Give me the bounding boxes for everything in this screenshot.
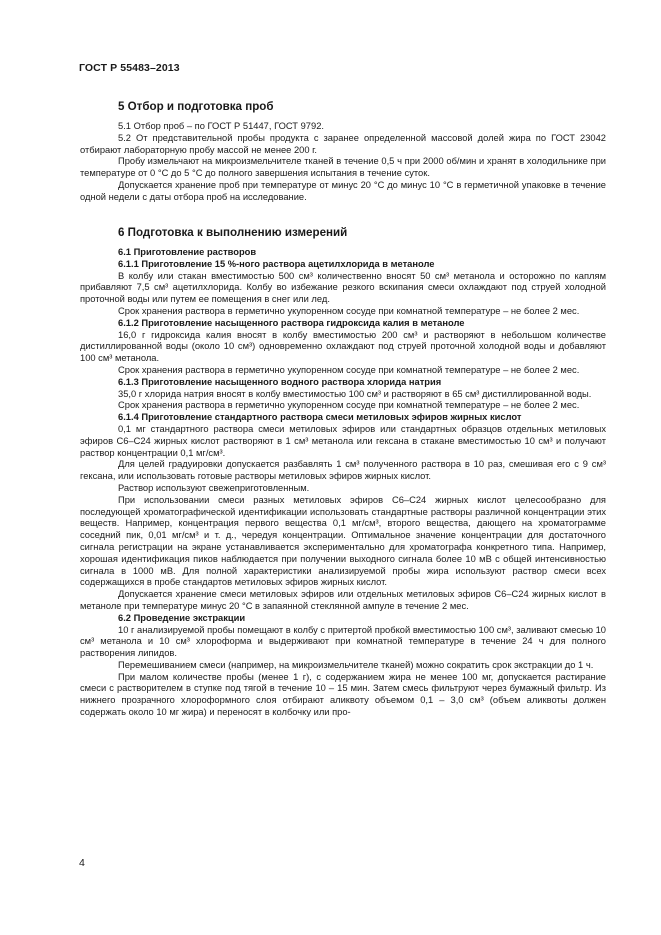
paragraph: Срок хранения раствора в герметично укупоренном сосуде при комнатной температуре – не более 2 мес. [118,305,580,316]
subsection-6-1-1-title: 6.1.1 Приготовление 15 %-ного раствора ацетилхлорида в метаноле [118,258,435,269]
subsection-6-1-2-title: 6.1.2 Приготовление насыщенного раствора гидроксида калия в метаноле [118,317,465,328]
paragraph: Пробу измельчают на микроизмельчителе тканей в течение 0,5 ч при 2000 об/мин и хранят в холодильнике при температуре от 0 °С до 5 °С до полного завершения испытания в течение суток. [80,156,606,179]
paragraph: Допускается хранение проб при температуре от минус 20 °С до минус 10 °С в герметичной упаковке в течение одной недели с даты отбора проб на исследование. [80,179,606,202]
paragraph: Срок хранения раствора в герметично укупоренном сосуде при комнатной температуре – не более 2 мес. [118,364,580,375]
paragraph: Раствор используют свежеприготовленным. [118,482,310,493]
paragraph: Для целей градуировки допускается разбавлять 1 см³ полученного раствора в 10 раз, смешивая его с 9 см³ гексана, или использовать готовые растворы метиловых эфиров жирных кислот. [80,459,606,482]
section-6-title: 6 Подготовка к выполнению измерений [118,226,348,239]
paragraph: Перемешиванием смеси (например, на микроизмельчителе тканей) можно сократить срок экстракции до 1 ч. [118,659,594,670]
section-5-title: 5 Отбор и подготовка проб [118,100,274,113]
paragraph: 5.1 Отбор проб – по ГОСТ Р 51447, ГОСТ 9792. [118,121,324,131]
paragraph: В колбу или стакан вместимостью 500 см³ количественно вносят 50 см³ метанола и осторожно по каплям прибавляют 7,5 см³ ацетилхлорида. Колбу во избежание резкого вскипания смеси охлаждают под струей холодной проточной воды или путем ее помещения в снег или лед. [80,270,606,305]
paragraph: При использовании смеси разных метиловых эфиров С6–С24 жирных кислот целесообразно для последующей хроматографической идентификации использовать стандартные растворы различной концентрации этих веществ. Например, концентрация первого вещества 0,1 мг/см³, второго вещества, дающего на хроматограмме соседний пик, 0,01 мг/см³ и т. д., чередуя концентрации. Оптимальное значение концентрации для достаточного сигнала регистрации на экране устанавливается экспериментально для хроматографа конкретного типа. Например, хорошая идентификация пиков наблюдается при получении выходного сигнала более 10 мВ с общей интенсивностью сигнала в 1000 мВ. Для полной характеристики анализируемой пробы жира используют раствор смеси всех содержащихся в пробе стандартов метиловых эфиров жирных кислот. [80,494,606,588]
document-header: ГОСТ Р 55483–2013 [79,62,180,74]
subsection-6-1-3-title: 6.1.3 Приготовление насыщенного водного раствора хлорида натрия [118,376,442,387]
subsection-6-2-title: 6.2 Проведение экстракции [118,612,246,623]
paragraph: Срок хранения раствора в герметично укупоренном сосуде при комнатной температуре – не более 2 мес. [118,400,580,411]
subsection-6-1-title: 6.1 Приготовление растворов [118,247,257,257]
paragraph: 10 г анализируемой пробы помещают в колбу с притертой пробкой вместимостью 100 см³, заливают смесью 10 см³ метанола и 10 см³ хлороформа и выдерживают при комнатной температуре в течение 24 ч для полного растворения липидов. [80,624,606,659]
section-6 [80,226,606,719]
paragraph: 16,0 г гидроксида калия вносят в колбу вместимостью 200 см³ и растворяют в небольшом количестве дистиллированной воды (около 10 см³) одновременно охлаждают под струей проточной холодной воды и добавляют 100 см³ метанола. [80,329,606,364]
paragraph: Допускается хранение смеси метиловых эфиров или отдельных метиловых эфиров С6–С24 жирных кислот в метаноле при температуре минус 20 °С в запаянной стеклянной ампуле в течение 2 мес. [80,589,606,611]
section-5 [80,100,606,204]
paragraph: 35,0 г хлорида натрия вносят в колбу вместимостью 100 см³ и растворяют в 65 см³ дистиллированной воды. [118,388,592,399]
paragraph: При малом количестве пробы (менее 1 г), с содержанием жира не менее 100 мг, допускается растирание смеси с растворителем в ступке под тягой в течение 10 – 15 мин. Затем смесь фильтруют через бумажный фильтр. Из нижнего прозрачного хлороформного слоя отбирают аликвоту объемом 0,1 – 3,0 см³ (объем аликвоты должен содержать около 10 мг жира) и переносят в колбочку или про- [80,671,606,718]
subsection-6-1-4-title: 6.1.4 Приготовление стандартного раствора смеси метиловых эфиров жирных кислот [118,412,522,423]
paragraph: 5.2 От представительной пробы продукта с заранее определенной массовой долей жира по ГОСТ 23042 отбирают лабораторную пробу массой не менее 200 г. [80,132,606,155]
page-number: 4 [79,857,85,869]
paragraph: 0,1 мг стандартного раствора смеси метиловых эфиров или стандартных образцов отдельных метиловых эфиров С6–С24 жирных кислот растворяют в 1 см³ метанола или гексана в стакане вместимостью 10 см³ и получают раствор концентрации 0,1 мг/см³. [80,423,606,458]
